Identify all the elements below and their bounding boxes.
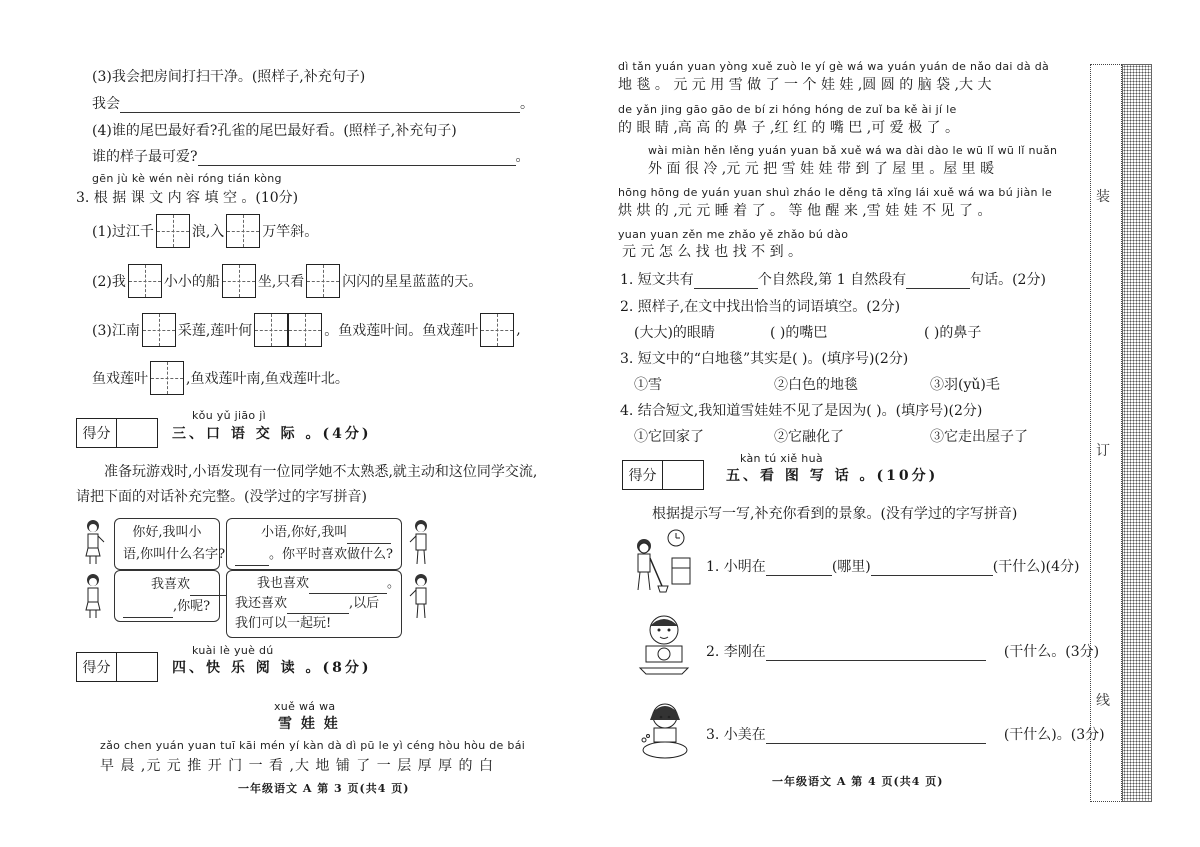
hobby-blank[interactable] (123, 617, 173, 618)
answer-blank[interactable] (871, 575, 993, 576)
section-read-pinyin: kuài lè yuè dú (192, 644, 274, 657)
section-oral-header (76, 418, 372, 448)
fill-text: (3)江南 (92, 323, 140, 339)
question-3-4: (4)谁的尾巴最好看?孔雀的尾巴最好看。(照样子,补充句子) (92, 123, 457, 139)
story-line-5-pinyin: hōng hōng de yuán yuan shuì zháo le děng tā xǐng lái xuě wá wa bú jiàn le (618, 186, 1053, 199)
boy-figure-icon (408, 572, 434, 620)
bubble-text: ,你呢? (173, 599, 211, 614)
tianzige-box[interactable] (288, 313, 322, 347)
question-3-3-answer-line[interactable]: 我会 。 (92, 96, 534, 112)
boy-at-machine-picture (634, 612, 694, 676)
fill-item-1 (92, 214, 318, 248)
section-5-header (622, 460, 938, 490)
bubble-text: 你好,我叫小 (132, 525, 202, 540)
girl-washing-picture (636, 700, 694, 762)
story-line-3-pinyin: de yǎn jing gāo gāo de bí zi hóng hóng de zuǐ ba kě ài jí le (618, 103, 957, 116)
fill-item-3-cont (92, 361, 349, 395)
girl-figure-icon (80, 518, 106, 566)
oral-intro-2: 请把下面的对话补充完整。(没学过的字写拼音) (76, 489, 367, 505)
section-oral-title: 三、口 语 交 际 。(4分) (172, 426, 372, 442)
score-label: 得分 (623, 461, 663, 489)
fill-text: 浪,入 (191, 224, 225, 240)
fill-text: 闪闪的星星蓝蓝的天。 (342, 274, 483, 290)
section-read-header (76, 652, 372, 682)
answer-blank[interactable] (766, 660, 986, 661)
prompt-text: (哪里) (831, 559, 871, 575)
writing-prompt-2 (706, 641, 1099, 661)
answer-blank[interactable] (198, 165, 516, 166)
oral-intro-1: 准备玩游戏时,小语发现有一位同学她不太熟悉,就主动和这位同学交流, (104, 464, 538, 480)
score-box[interactable] (76, 418, 158, 448)
question-text: 个自然段,第 1 自然段有 (757, 272, 907, 288)
story-line-1-pinyin: zǎo chen yuán yuan tuī kāi mén yí kàn dà dì pū le yì céng hòu hòu de bái (100, 739, 526, 752)
section-5-intro: 根据提示写一写,补充你看到的景象。(没有学过的字写拼音) (652, 506, 1018, 522)
speech-bubble-1 (114, 518, 226, 570)
section-5-title: 五、看 图 写 话 。(10分) (726, 468, 939, 484)
bubble-text: 我还喜欢 (235, 596, 288, 611)
q3-option-1[interactable]: ①雪 (634, 377, 662, 393)
binding-stipple-strip (1122, 64, 1152, 802)
story-line-4-pinyin: wài miàn hěn lěng yuán yuan bǎ xuě wá wa dài dào le wū lǐ wū lǐ nuǎn (648, 144, 1058, 157)
story-line-6-pinyin: yuan yuan zěn me zhǎo yě zhǎo bú dào (618, 228, 849, 241)
left-page (0, 0, 590, 847)
writing-prompt-3 (706, 724, 1105, 744)
question-3-4-answer-line[interactable]: 谁的样子最可爱? 。 (92, 149, 530, 165)
tianzige-box[interactable] (150, 361, 184, 395)
boy-sweeping-picture (630, 528, 694, 596)
fill-text: (1)过江千 (92, 224, 154, 240)
score-label: 得分 (77, 653, 117, 681)
bubble-text: 。你平时喜欢做什么? (269, 547, 393, 562)
tianzige-box[interactable] (156, 214, 190, 248)
fill-text: ,鱼戏莲叶南,鱼戏莲叶北。 (186, 371, 349, 387)
fill-item-2 (92, 264, 482, 298)
tianzige-box[interactable] (128, 264, 162, 298)
q2-option-1: (大大)的眼睛 (634, 325, 715, 341)
question-3-3: (3)我会把房间打扫干净。(照样子,补充句子) (92, 69, 366, 85)
story-line-6: 元 元 怎 么 找 也 找 不 到 。 (622, 244, 803, 260)
question-text: 句话。(2分) (970, 272, 1046, 288)
story-title-pinyin: xuě wá wa (274, 700, 336, 713)
tianzige-box[interactable] (306, 264, 340, 298)
fill-text: , (516, 322, 521, 338)
binding-char: 线 (1096, 693, 1110, 709)
right-page (600, 0, 1105, 847)
bubble-text: ,以后 (349, 596, 380, 611)
q3-option-2[interactable]: ②白色的地毯 (774, 377, 858, 393)
question-text: 1. 短文共有 (620, 272, 694, 288)
answer-blank[interactable] (120, 112, 520, 113)
answer-blank[interactable] (906, 288, 970, 289)
prompt-text: (干什么)。(3分) (1003, 727, 1105, 743)
fill-text: 坐,只看 (257, 274, 305, 290)
binding-char: 装 (1096, 189, 1110, 205)
tianzige-box[interactable] (226, 214, 260, 248)
tianzige-box[interactable] (222, 264, 256, 298)
story-line-2: 地 毯 。 元 元 用 雪 做 了 一 个 娃 娃 ,圆 圆 的 脑 袋 ,大 大 (618, 77, 992, 93)
q3-option-3[interactable]: ③羽(yǔ)毛 (930, 377, 1000, 393)
prompt-text: (干什么)(4分) (992, 559, 1080, 575)
score-box[interactable] (622, 460, 704, 490)
story-line-3: 的 眼 睛 ,高 高 的 鼻 子 ,红 红 的 嘴 巴 ,可 爱 极 了 。 (618, 120, 960, 136)
story-line-5: 烘 烘 的 ,元 元 睡 着 了 。 等 他 醒 来 ,雪 娃 娃 不 见 了 。 (618, 203, 992, 219)
q4-option-1[interactable]: ①它回家了 (634, 429, 704, 445)
section-5-pinyin: kàn tú xiě huà (740, 452, 823, 465)
q2-option-3[interactable]: ( )的鼻子 (924, 325, 982, 341)
section-3-title: 3. 根 据 课 文 内 容 填 空 。(10分) (76, 190, 299, 206)
prompt-text: 2. 李刚在 (706, 644, 766, 660)
tianzige-box[interactable] (480, 313, 514, 347)
score-box[interactable] (76, 652, 158, 682)
fill-text: 小小的船 (163, 274, 220, 290)
tianzige-box[interactable] (254, 313, 288, 347)
answer-blank[interactable] (694, 288, 758, 289)
answer-prefix: 谁的样子最可爱? (92, 149, 198, 165)
binding-char: 订 (1096, 443, 1110, 459)
fill-text: 鱼戏莲叶 (92, 371, 148, 387)
bubble-text: 小语,你好,我叫 (261, 525, 348, 540)
reading-question-4: 4. 结合短文,我知道雪娃娃不见了是因为( )。(填序号)(2分) (620, 403, 983, 419)
section-read-title: 四、快 乐 阅 读 。(8分) (172, 660, 372, 676)
fill-text: 。鱼戏莲叶间。鱼戏莲叶 (324, 323, 479, 339)
fill-text: (2)我 (92, 274, 126, 290)
section-3-pinyin: gēn jù kè wén nèi róng tián kòng (92, 172, 282, 185)
name-blank[interactable] (235, 565, 269, 566)
story-line-4: 外 面 很 冷 ,元 元 把 雪 娃 娃 带 到 了 屋 里 。屋 里 暖 (648, 161, 995, 177)
prompt-text: 3. 小美在 (706, 727, 766, 743)
page-footer: 一年级语文 A 第 4 页(共4 页) (772, 775, 944, 788)
answer-blank[interactable] (766, 743, 986, 744)
answer-blank[interactable] (766, 575, 832, 576)
prompt-text: (干什么。(3分) (1003, 644, 1100, 660)
reading-question-3: 3. 短文中的“白地毯”其实是( )。(填序号)(2分) (620, 351, 909, 367)
bubble-text: 语,你叫什么名字? (123, 547, 226, 562)
story-line-2-pinyin: dì tǎn yuán yuan yòng xuě zuò le yí gè wá wa yuán yuán de nǎo dai dà dà (618, 60, 1050, 73)
bubble-text: 我们可以一起玩! (235, 616, 332, 631)
q2-option-2[interactable]: ( )的嘴巴 (770, 325, 828, 341)
speech-bubble-4: 我也喜欢 。 我还喜欢 ,以后 我们可以一起玩! (226, 570, 402, 638)
score-label: 得分 (77, 419, 117, 447)
speech-bubble-3 (114, 570, 220, 622)
story-line-1: 早 晨 ,元 元 推 开 门 一 看 ,大 地 铺 了 一 层 厚 厚 的 白 (100, 758, 495, 774)
fill-text: 采莲,莲叶何 (177, 323, 253, 339)
fill-item-3 (92, 313, 521, 347)
q4-option-2[interactable]: ②它融化了 (774, 429, 844, 445)
q4-option-3[interactable]: ③它走出屋子了 (930, 429, 1028, 445)
writing-prompt-1 (706, 556, 1080, 576)
answer-prefix: 我会 (92, 96, 120, 112)
prompt-text: 1. 小明在 (706, 559, 766, 575)
bubble-text: 我也喜欢 (257, 576, 310, 591)
page-footer: 一年级语文 A 第 3 页(共4 页) (238, 782, 410, 795)
boy-figure-icon (408, 518, 434, 566)
bubble-text: 我喜欢 (151, 577, 191, 592)
girl-figure-icon (80, 572, 106, 620)
tianzige-box[interactable] (142, 313, 176, 347)
reading-question-1 (620, 269, 1046, 289)
section-oral-pinyin: kǒu yǔ jiāo jì (192, 409, 266, 422)
reading-question-2: 2. 照样子,在文中找出恰当的词语填空。(2分) (620, 299, 901, 315)
story-title: 雪 娃 娃 (278, 716, 340, 732)
speech-bubble-2 (226, 518, 402, 570)
fill-text: 万竿斜。 (262, 224, 319, 240)
